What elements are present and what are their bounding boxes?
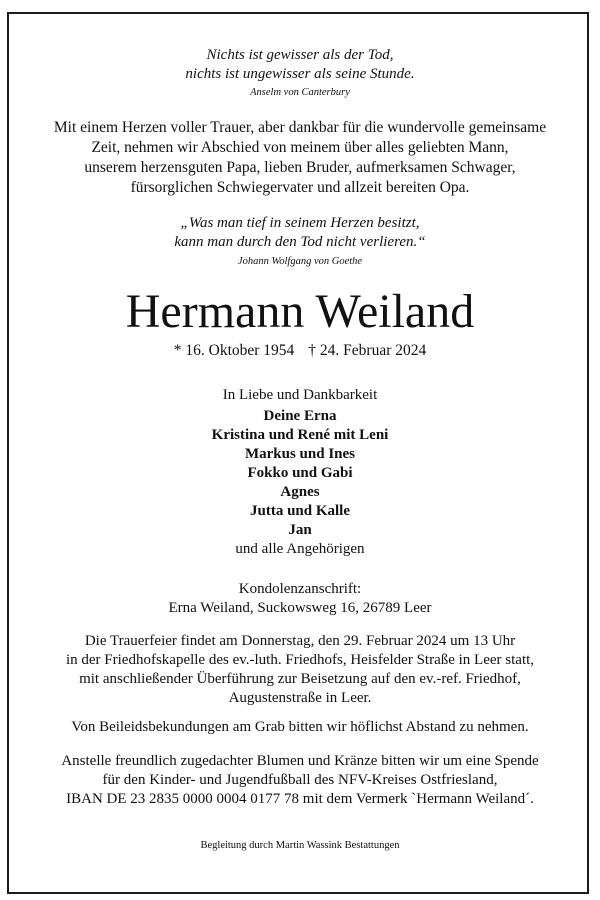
intro-line: Mit einem Herzen voller Trauer, aber dankbar für die wundervolle gemeinsame xyxy=(53,119,547,136)
deceased-name: Hermann Weiland xyxy=(125,285,475,338)
family-member: Fokko und Gabi xyxy=(247,465,353,481)
intro-line: Zeit, nehmen wir Abschied von meinem über alles geliebten Mann, xyxy=(91,139,509,156)
condolence-address-value: Erna Weiland, Suckowsweg 16, 26789 Leer xyxy=(168,600,432,616)
donation-line: IBAN DE 23 2835 0000 0004 0177 78 mit dem Vermerk `Hermann Weiland´. xyxy=(66,791,534,807)
funeral-details xyxy=(0,632,600,708)
family-member: Agnes xyxy=(280,484,320,500)
donation-request xyxy=(0,752,600,809)
donation-line: für den Kinder- und Jugendfußball des NFV-Kreises Ostfriesland, xyxy=(102,772,498,788)
funeral-line: mit anschließender Überführung zur Beisetzung auf den ev.-ref. Friedhof, xyxy=(79,671,521,687)
mourners-intro: In Liebe und Dankbarkeit xyxy=(222,387,378,403)
quote-line: nichts ist ungewisser als seine Stunde. xyxy=(185,66,415,82)
goethe-quote-author: Johann Wolfgang von Goethe xyxy=(237,256,363,267)
family-member: Markus und Ines xyxy=(244,446,356,462)
funeral-line: in der Friedhofskapelle des ev.-luth. Friedhofs, Heisfelder Straße in Leer statt, xyxy=(65,652,535,668)
intro-text xyxy=(0,118,600,198)
opening-quote-author: Anselm von Canterbury xyxy=(250,87,350,98)
family-member: Kristina und René mit Leni xyxy=(211,427,389,443)
opening-quote xyxy=(0,46,600,84)
life-dates xyxy=(0,342,600,360)
family-member: Jan xyxy=(288,522,312,538)
quote-line: kann man durch den Tod nicht verlieren.“ xyxy=(174,234,426,250)
quote-line: Nichts ist gewisser als der Tod, xyxy=(206,47,394,63)
quote-line: „Was man tief in seinem Herzen besitzt, xyxy=(180,215,420,231)
mourners-outro: und alle Angehörigen xyxy=(235,541,365,557)
intro-line: fürsorglichen Schwiegervater und allzeit bereiten Opa. xyxy=(130,179,470,196)
undertaker-credit: Begleitung durch Martin Wassink Bestattungen xyxy=(200,840,400,851)
family-list xyxy=(0,407,600,540)
birth-date: * 16. Oktober 1954 xyxy=(173,342,295,359)
family-member: Deine Erna xyxy=(263,408,337,424)
condolence-address xyxy=(0,580,600,618)
condolence-address-label: Kondolenzanschrift: xyxy=(238,581,362,597)
funeral-line: Augustenstraße in Leer. xyxy=(228,690,372,706)
condolence-note: Von Beileidsbekundungen am Grab bitten wir höflichst Abstand zu nehmen. xyxy=(71,719,529,735)
funeral-line: Die Trauerfeier findet am Donnerstag, den 29. Februar 2024 um 13 Uhr xyxy=(84,633,516,649)
death-date: † 24. Februar 2024 xyxy=(308,342,427,359)
family-member: Jutta und Kalle xyxy=(249,503,351,519)
intro-line: unserem herzensguten Papa, lieben Bruder, aufmerksamen Schwager, xyxy=(84,159,516,176)
goethe-quote xyxy=(0,214,600,252)
mourners-section xyxy=(0,386,600,559)
donation-line: Anstelle freundlich zugedachter Blumen und Kränze bitten wir um eine Spende xyxy=(61,753,539,769)
